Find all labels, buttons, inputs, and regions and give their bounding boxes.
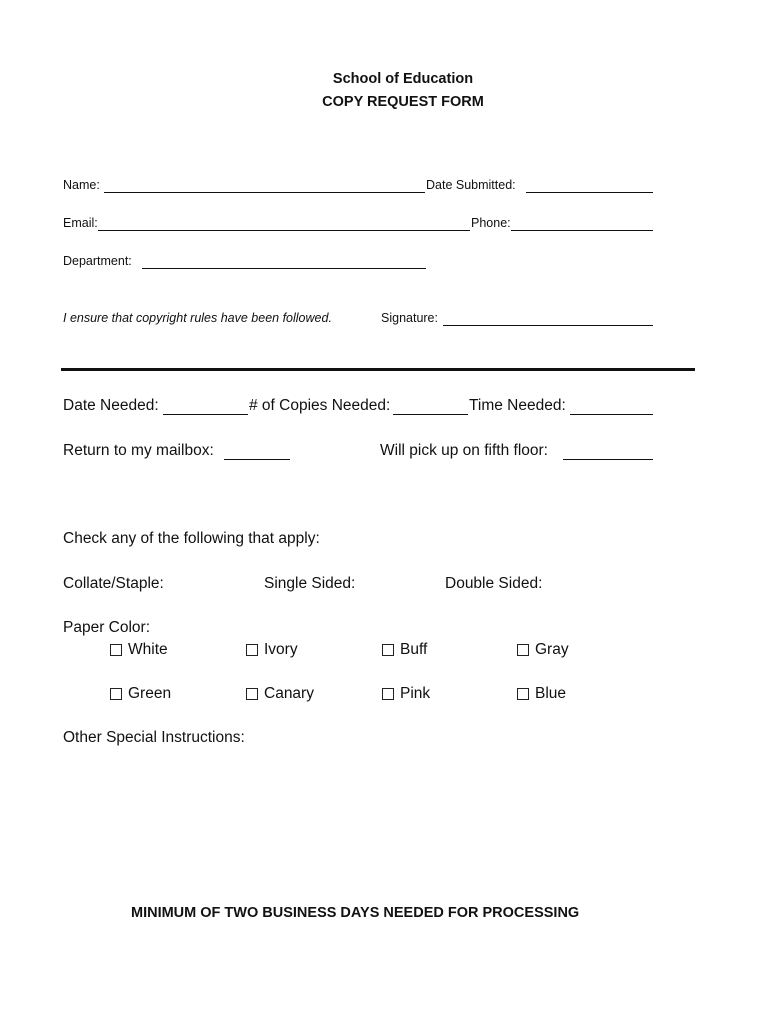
signature-label: Signature:: [381, 311, 438, 325]
checkbox-icon[interactable]: [517, 644, 529, 656]
checkbox-icon[interactable]: [382, 688, 394, 700]
name-field[interactable]: [104, 192, 425, 193]
color-option-label: Buff: [400, 641, 428, 658]
pickup-label: Will pick up on fifth floor:: [380, 442, 548, 459]
checkbox-icon[interactable]: [517, 688, 529, 700]
checkbox-icon[interactable]: [110, 688, 122, 700]
copies-needed-label: # of Copies Needed:: [249, 397, 391, 414]
check-apply-label: Check any of the following that apply:: [63, 530, 320, 547]
paper-color-label: Paper Color:: [63, 619, 151, 636]
color-option-label: Gray: [535, 641, 569, 658]
copies-needed-field[interactable]: [393, 414, 468, 415]
checkbox-icon[interactable]: [246, 688, 258, 700]
color-option-label: Blue: [535, 685, 567, 702]
phone-field[interactable]: [511, 230, 653, 231]
color-option-label: White: [128, 641, 168, 658]
collate-staple-label[interactable]: Collate/Staple:: [63, 575, 164, 592]
color-option-ivory[interactable]: [246, 641, 298, 659]
phone-label: Phone:: [471, 216, 511, 230]
color-option-blue[interactable]: [517, 685, 566, 703]
color-option-label: Green: [128, 685, 172, 702]
email-field[interactable]: [98, 230, 470, 231]
color-option-green[interactable]: [110, 685, 171, 703]
date-submitted-label: Date Submitted:: [426, 178, 516, 192]
double-sided-label[interactable]: Double Sided:: [445, 575, 543, 592]
color-option-label: Pink: [400, 685, 431, 702]
name-label: Name:: [63, 178, 100, 192]
copyright-statement: I ensure that copyright rules have been followed.: [63, 311, 332, 325]
color-option-label: Ivory: [264, 641, 298, 658]
date-needed-label: Date Needed:: [63, 397, 159, 414]
color-option-buff[interactable]: [382, 641, 427, 659]
date-needed-field[interactable]: [163, 414, 248, 415]
signature-field[interactable]: [443, 325, 653, 326]
single-sided-label[interactable]: Single Sided:: [264, 575, 356, 592]
color-option-gray[interactable]: [517, 641, 569, 659]
color-option-canary[interactable]: [246, 685, 314, 703]
school-name: School of Education: [332, 71, 474, 87]
checkbox-icon[interactable]: [382, 644, 394, 656]
form-title: COPY REQUEST FORM: [322, 94, 484, 110]
time-needed-label: Time Needed:: [469, 397, 566, 414]
department-label: Department:: [63, 254, 132, 268]
other-instructions-area[interactable]: [63, 755, 653, 875]
checkbox-icon[interactable]: [110, 644, 122, 656]
other-instructions-label: Other Special Instructions:: [63, 729, 245, 746]
section-divider: [61, 368, 695, 371]
time-needed-field[interactable]: [570, 414, 653, 415]
return-mailbox-field[interactable]: [224, 459, 290, 460]
color-option-pink[interactable]: [382, 685, 430, 703]
email-label: Email:: [63, 216, 98, 230]
color-option-white[interactable]: [110, 641, 168, 659]
pickup-field[interactable]: [563, 459, 653, 460]
department-field[interactable]: [142, 268, 426, 269]
color-option-label: Canary: [264, 685, 314, 702]
return-mailbox-label: Return to my mailbox:: [63, 442, 214, 459]
checkbox-icon[interactable]: [246, 644, 258, 656]
processing-notice: MINIMUM OF TWO BUSINESS DAYS NEEDED FOR PROCESSING: [131, 905, 580, 921]
date-submitted-field[interactable]: [526, 192, 653, 193]
